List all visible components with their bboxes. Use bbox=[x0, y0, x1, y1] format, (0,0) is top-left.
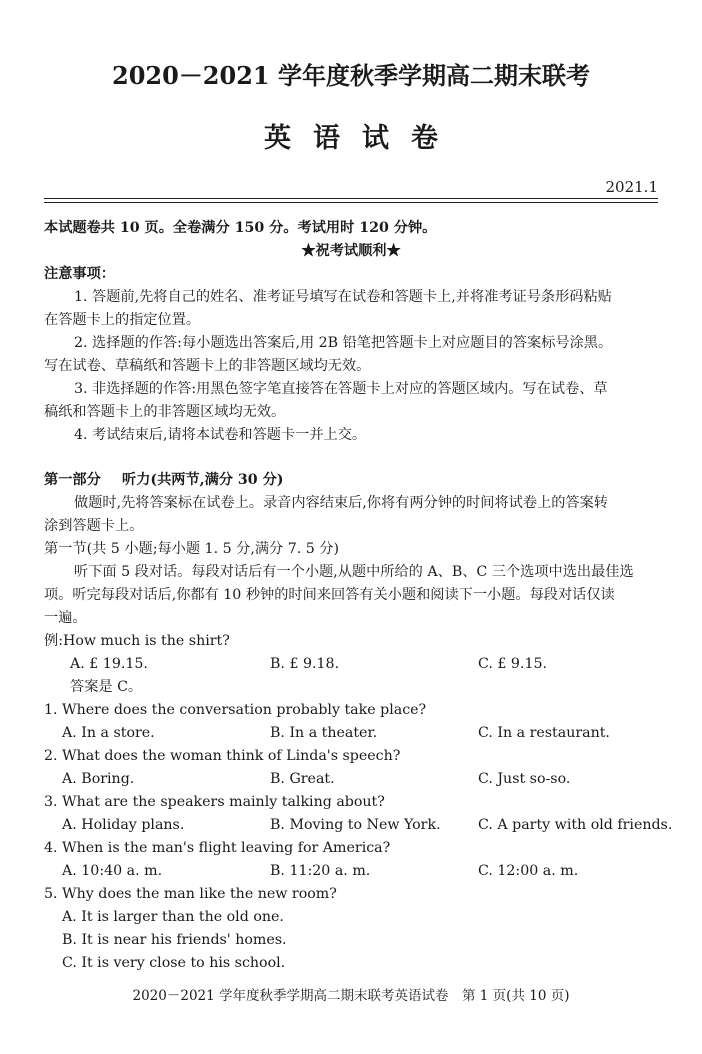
question-3-option-b: B. Moving to New York. bbox=[270, 817, 441, 833]
header-rule-top bbox=[44, 198, 658, 199]
good-luck-wish: ★祝考试顺利★ bbox=[301, 243, 401, 259]
section1-instruction: 项。听完每段对话后,你都有 10 秒钟的时间来回答有关小题和阅读下一小题。每段对话仅读 bbox=[44, 587, 615, 603]
part1-desc: 涂到答题卡上。 bbox=[44, 518, 144, 534]
question-4-option-c: C. 12:00 a. m. bbox=[478, 863, 579, 879]
exam-title: 2020－2021 学年度秋季学期高二期末联考 bbox=[112, 61, 590, 90]
notes-line: 3. 非选择题的作答:用黑色签字笔直接答在答题卡上对应的答题区域内。写在试卷、草 bbox=[74, 381, 608, 397]
exam-subject: 英语试卷 bbox=[264, 123, 460, 154]
question-5-option-c: C. It is very close to his school. bbox=[62, 955, 286, 971]
section1-heading: 第一节(共 5 小题;每小题 1. 5 分,满分 7. 5 分) bbox=[44, 541, 340, 557]
section1-instruction: 一遍。 bbox=[44, 610, 87, 626]
question-1-option-a: A. In a store. bbox=[62, 725, 155, 741]
example-question: 例:How much is the shirt? bbox=[44, 633, 230, 649]
page-footer: 2020－2021 学年度秋季学期高二期末联考英语试卷 第 1 页(共 10 页) bbox=[132, 988, 570, 1004]
question-3: 3. What are the speakers mainly talking about? bbox=[44, 794, 385, 810]
notes-line: 在答题卡上的指定位置。 bbox=[44, 312, 201, 328]
question-1-option-c: C. In a restaurant. bbox=[478, 725, 610, 741]
question-4: 4. When is the man's flight leaving for America? bbox=[44, 840, 391, 856]
notes-line: 写在试卷、草稿纸和答题卡上的非答题区域均无效。 bbox=[44, 358, 371, 374]
exam-summary: 本试题卷共 10 页。全卷满分 150 分。考试用时 120 分钟。 bbox=[44, 220, 437, 236]
question-1-option-b: B. In a theater. bbox=[270, 725, 378, 741]
part1-desc: 做题时,先将答案标在试卷上。录音内容结束后,你将有两分钟的时间将试卷上的答案转 bbox=[74, 495, 608, 511]
notes-heading: 注意事项： bbox=[44, 266, 115, 282]
example-option-a: A. £ 19.15. bbox=[70, 656, 148, 672]
question-1: 1. Where does the conversation probably take place? bbox=[44, 702, 427, 718]
question-2-option-c: C. Just so-so. bbox=[478, 771, 571, 787]
exam-date: 2021.1 bbox=[605, 178, 658, 196]
notes-line: 稿纸和答题卡上的非答题区域均无效。 bbox=[44, 404, 286, 420]
question-4-option-a: A. 10:40 a. m. bbox=[62, 863, 163, 879]
notes-line: 1. 答题前,先将自己的姓名、准考证号填写在试卷和答题卡上,并将准考证号条形码粘贴 bbox=[74, 289, 612, 305]
question-5-option-a: A. It is larger than the old one. bbox=[62, 909, 284, 925]
question-4-option-b: B. 11:20 a. m. bbox=[270, 863, 371, 879]
example-option-c: C. £ 9.15. bbox=[478, 656, 548, 672]
example-answer: 答案是 C。 bbox=[70, 679, 143, 695]
question-5-option-b: B. It is near his friends' homes. bbox=[62, 932, 287, 948]
header-rule-bottom bbox=[44, 202, 658, 203]
notes-line: 4. 考试结束后,请将本试卷和答题卡一并上交。 bbox=[74, 427, 367, 443]
notes-line: 2. 选择题的作答:每小题选出答案后,用 2B 铅笔把答题卡上对应题目的答案标号涂黑。 bbox=[74, 335, 613, 351]
section1-instruction: 听下面 5 段对话。每段对话后有一个小题,从题中所给的 A、B、C 三个选项中选出最佳选 bbox=[74, 564, 634, 580]
question-5: 5. Why does the man like the new room? bbox=[44, 886, 337, 902]
question-2: 2. What does the woman think of Linda's speech? bbox=[44, 748, 401, 764]
part1-heading: 听力(共两节,满分 30 分) bbox=[122, 472, 284, 488]
part1-heading-prefix: 第一部分 bbox=[44, 472, 101, 488]
question-3-option-c: C. A party with old friends. bbox=[478, 817, 673, 833]
example-option-b: B. £ 9.18. bbox=[270, 656, 340, 672]
question-2-option-a: A. Boring. bbox=[62, 771, 135, 787]
question-2-option-b: B. Great. bbox=[270, 771, 335, 787]
question-3-option-a: A. Holiday plans. bbox=[62, 817, 185, 833]
